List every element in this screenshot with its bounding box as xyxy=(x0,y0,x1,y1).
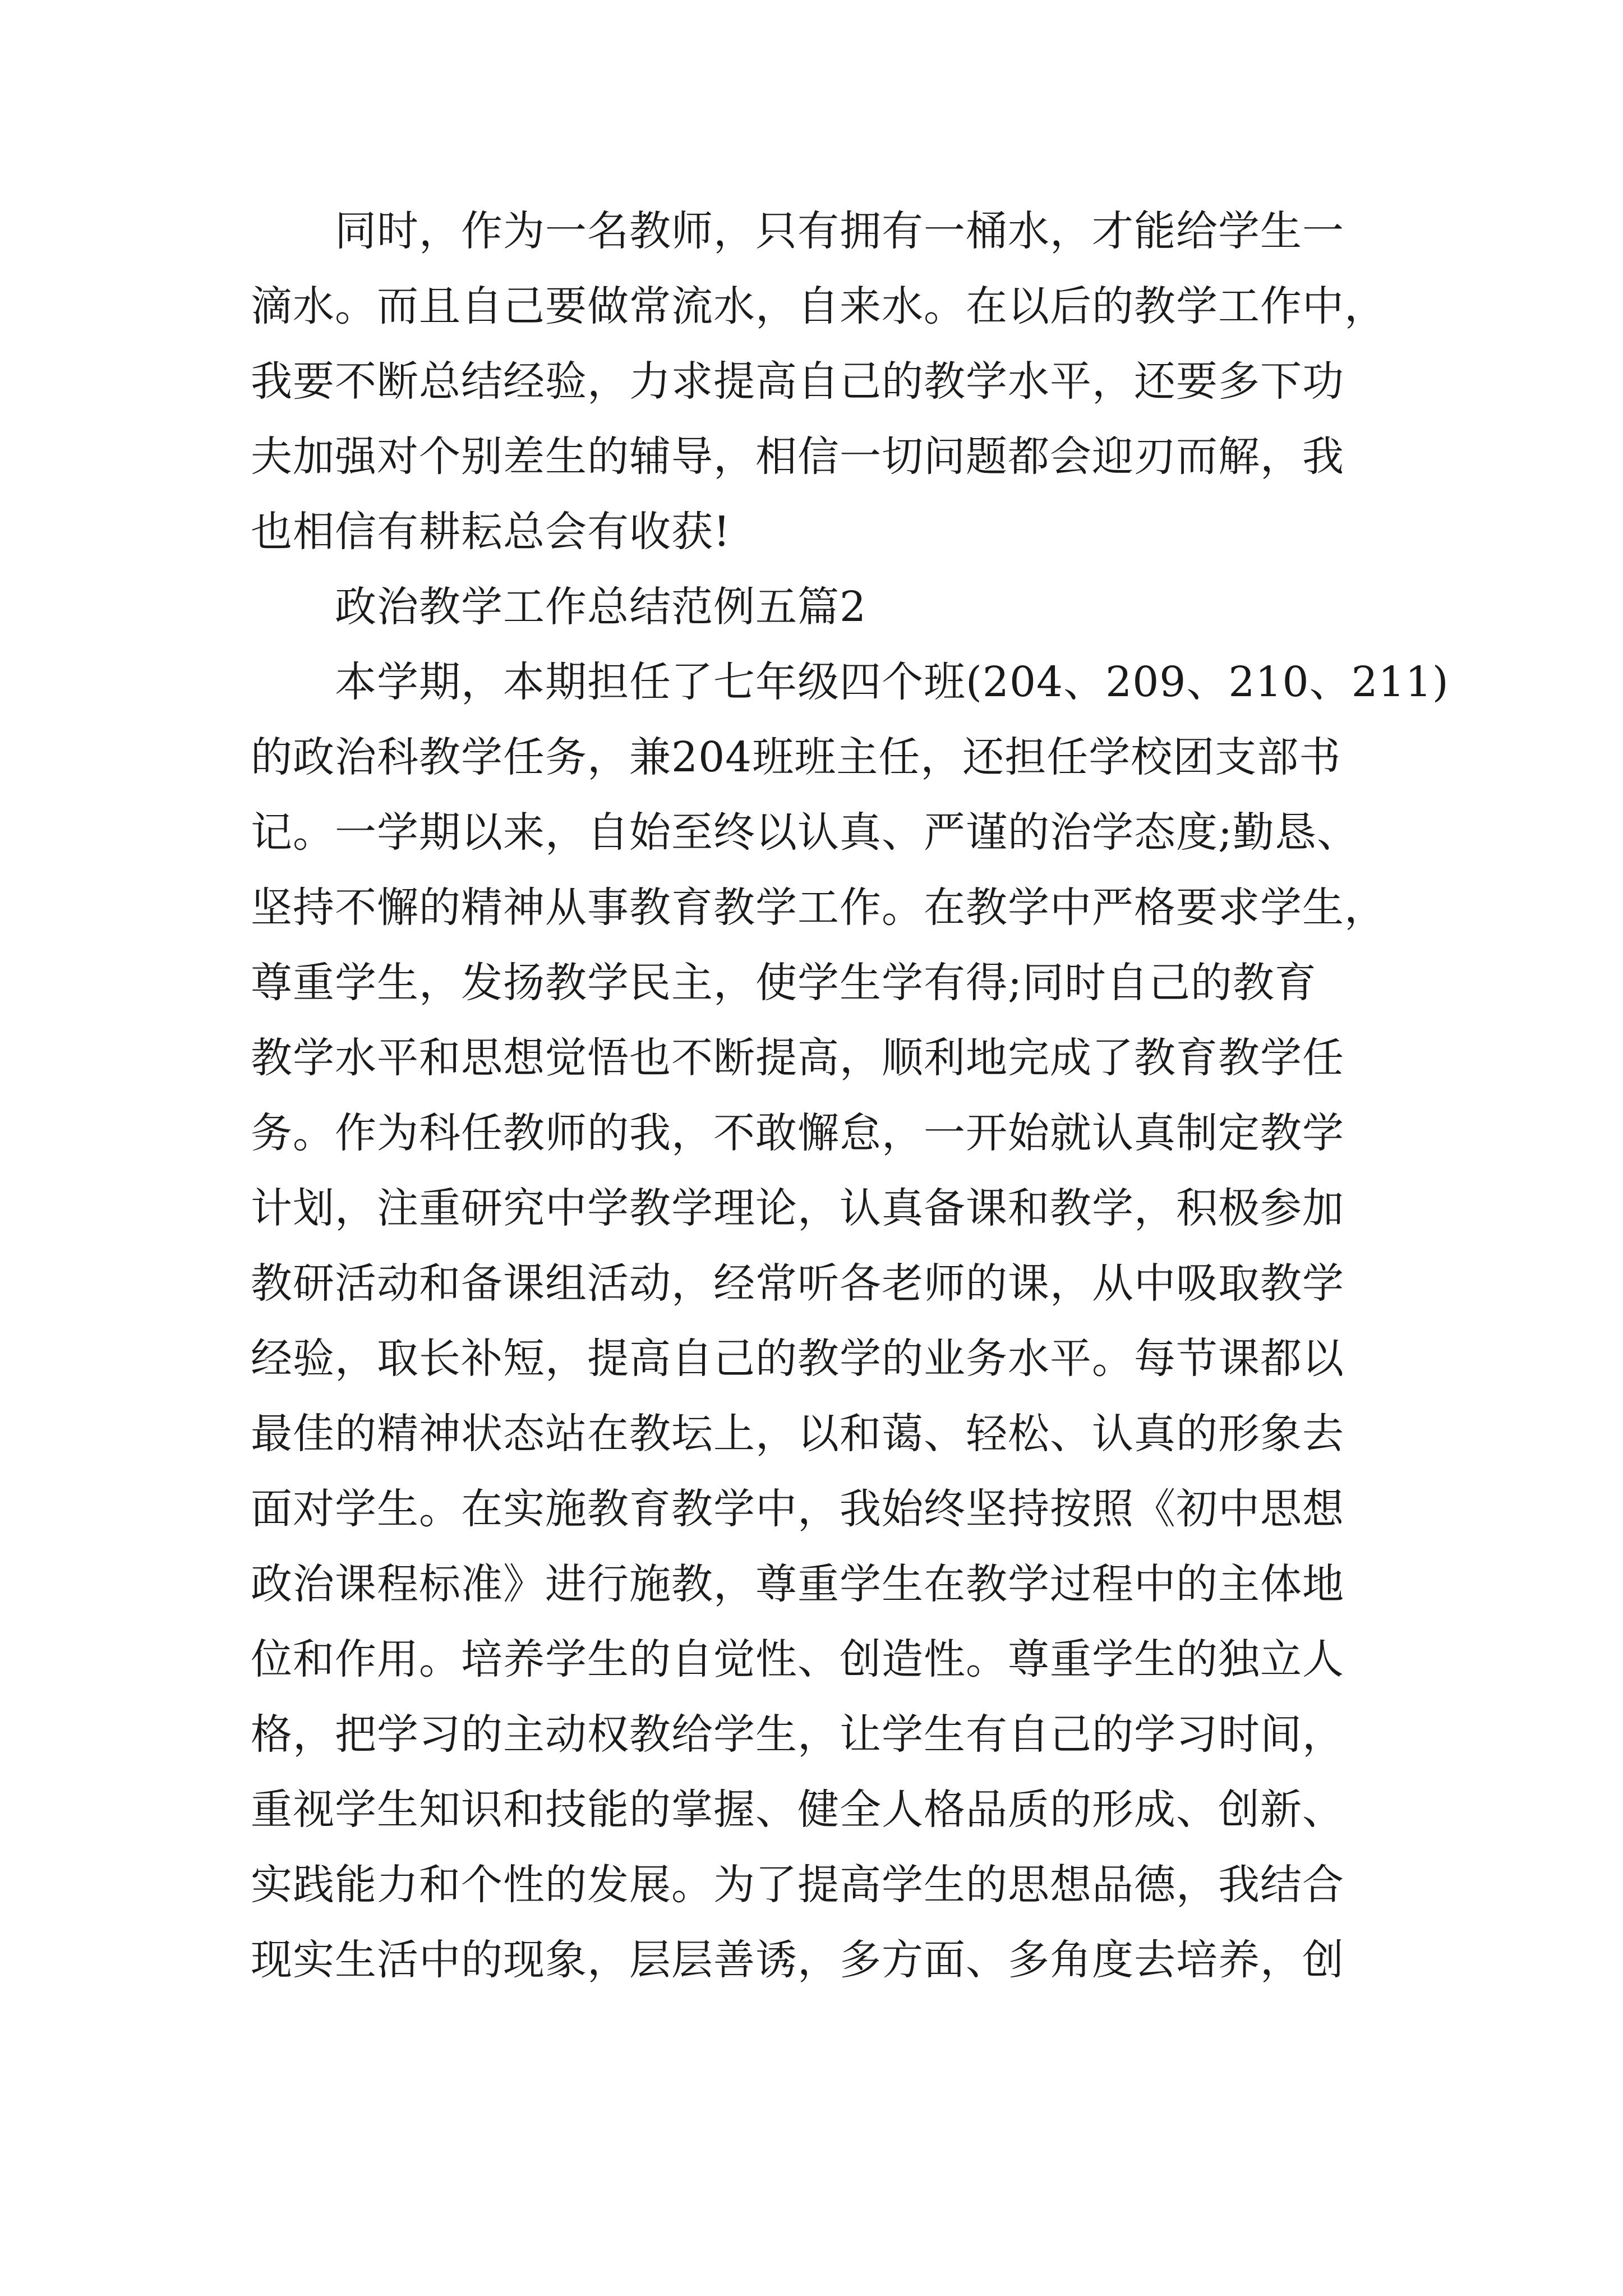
text-line: 位和作用。培养学生的自觉性、创造性。尊重学生的独立人 xyxy=(251,1635,1344,1683)
paragraph-semester-summary xyxy=(251,645,1449,1998)
document-body xyxy=(251,194,1449,1998)
section-heading: 政治教学工作总结范例五篇2 xyxy=(335,583,867,631)
text-line: 政治课程标准》进行施教，尊重学生在教学过程中的主体地 xyxy=(251,1560,1344,1608)
text-line: 的政治科教学任务，兼204班班主任，还担任学校团支部书 xyxy=(251,733,1341,781)
text-line: 夫加强对个别差生的辅导，相信一切问题都会迎刃而解，我 xyxy=(251,432,1344,481)
text-line: 计划，注重研究中学教学理论，认真备课和教学，积极参加 xyxy=(251,1184,1344,1232)
text-line: 记。一学期以来，自始至终以认真、严谨的治学态度;勤恳、 xyxy=(251,808,1359,857)
text-line: 务。作为科任教师的我，不敢懈怠，一开始就认真制定教学 xyxy=(251,1109,1344,1157)
text-line: 坚持不懈的精神从事教育教学工作。在教学中严格要求学生， xyxy=(251,884,1386,932)
text-line: 尊重学生，发扬教学民主，使学生学有得;同时自己的教育 xyxy=(251,959,1317,1007)
text-line: 重视学生知识和技能的掌握、健全人格品质的形成、创新、 xyxy=(251,1786,1344,1834)
text-line: 同时，作为一名教师，只有拥有一桶水，才能给学生一 xyxy=(335,207,1344,255)
text-line: 本学期，本期担任了七年级四个班(204、209、210、211) xyxy=(335,658,1449,706)
paragraph-teacher-reflection xyxy=(251,194,1395,569)
text-line: 格，把学习的主动权教给学生，让学生有自己的学习时间， xyxy=(251,1710,1344,1759)
text-line: 现实生活中的现象，层层善诱，多方面、多角度去培养，创 xyxy=(251,1936,1344,1984)
text-line: 经验，取长补短，提高自己的教学的业务水平。每节课都以 xyxy=(251,1335,1344,1383)
text-line: 滴水。而且自己要做常流水，自来水。在以后的教学工作中， xyxy=(251,282,1386,330)
text-line: 教研活动和备课组活动，经常听各老师的课，从中吸取教学 xyxy=(251,1259,1344,1308)
text-line: 最佳的精神状态站在教坛上，以和蔼、轻松、认真的形象去 xyxy=(251,1410,1344,1458)
text-line: 我要不断总结经验，力求提高自己的教学水平，还要多下功 xyxy=(251,357,1344,406)
text-line: 教学水平和思想觉悟也不断提高，顺利地完成了教育教学任 xyxy=(251,1034,1344,1082)
text-line: 实践能力和个性的发展。为了提高学生的思想品德，我结合 xyxy=(251,1861,1344,1909)
text-line: 面对学生。在实施教育教学中，我始终坚持按照《初中思想 xyxy=(251,1485,1344,1533)
text-line: 也相信有耕耘总会有收获! xyxy=(251,508,731,556)
